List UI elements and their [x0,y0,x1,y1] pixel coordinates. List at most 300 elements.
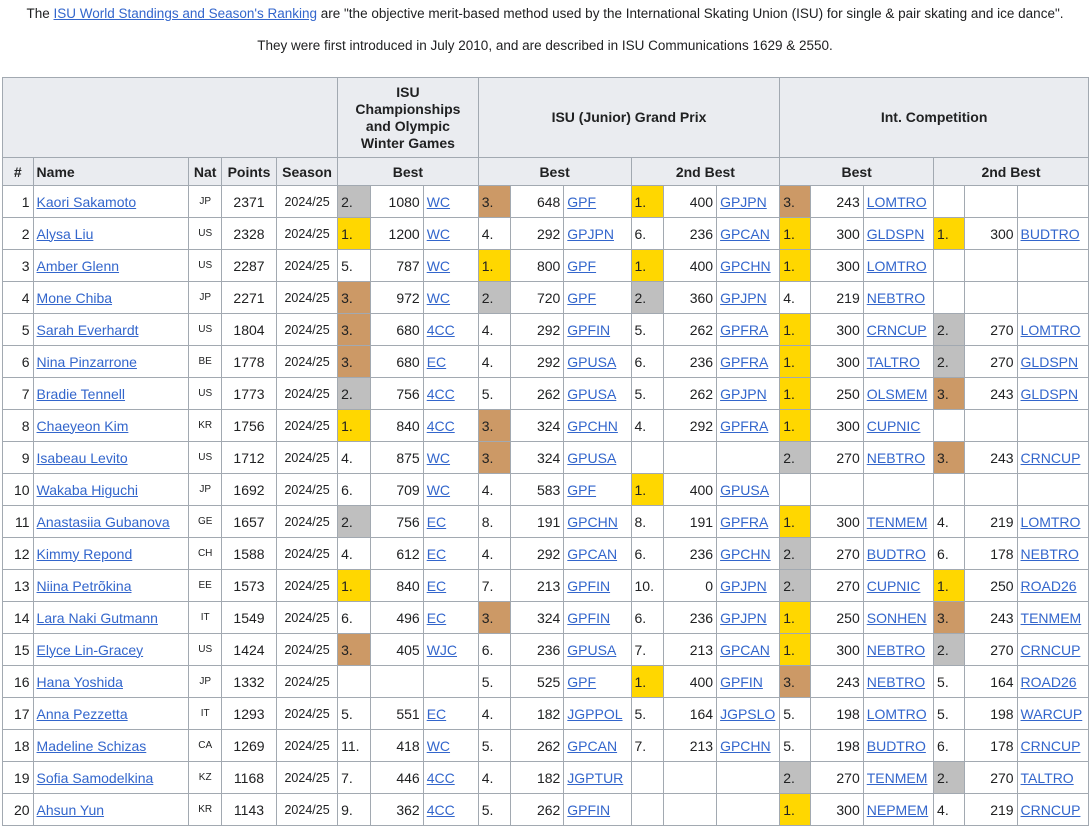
gp-best-event-link[interactable]: GPUSA [567,385,617,402]
season-cell: 2024/25 [276,730,337,762]
nation-code: IT [189,698,222,730]
table-row [3,666,1089,698]
gp-2nd-best-placement: 2. [631,282,664,314]
season-cell: 2024/25 [276,410,337,442]
intl-best-event-link-cell [863,282,933,314]
season-cell: 2024/25 [276,506,337,538]
intl-best-points: 300 [810,634,863,666]
intl-best-placement: 1. [780,634,811,666]
gp-2nd-best-event-link[interactable]: GPFRA [720,353,769,370]
table-row [3,410,1089,442]
championship-points: 1200 [370,218,423,250]
championship-placement: 5. [338,698,371,730]
gp-2nd-best-event-link[interactable]: GPCHN [720,737,771,754]
gp-best-event-link-cell [564,506,631,538]
championship-event-link[interactable]: WC [426,481,451,498]
gp-best-placement: 4. [478,698,511,730]
championship-points: 612 [370,538,423,570]
intl-best-placement: 3. [780,666,811,698]
gp-best-placement: 6. [478,634,511,666]
gp-2nd-best-event-link[interactable]: GPCAN [720,225,770,242]
intl-2nd-best-points-empty [964,250,1017,282]
season-cell: 2024/25 [276,666,337,698]
intl-2nd-best-points: 270 [964,314,1017,346]
nation-code: CH [189,538,222,570]
gp-2nd-best-placement: 1. [631,250,664,282]
gp-best-event-link[interactable]: GPCHN [567,417,618,434]
intl-best-event-link[interactable]: NEBTRO [866,449,926,466]
gp-best-event-link-cell [564,698,631,730]
skater-name-link-cell [33,602,189,634]
gp-2nd-best-points: 400 [664,474,717,506]
skater-name-link-cell [33,378,189,410]
intl-best-event-link[interactable]: SONHEN [866,609,927,626]
gp-best-event-link[interactable]: GPUSA [567,449,617,466]
skater-name-link[interactable]: Madeline Schizas [36,737,147,754]
rank-cell: 15 [3,634,34,666]
championship-event-link-cell [423,538,478,570]
table-row [3,314,1089,346]
intl-2nd-best-event-empty [1017,250,1088,282]
skater-name-link[interactable]: Anna Pezzetta [36,705,128,722]
gp-2nd-best-event-link[interactable]: GPJPN [720,385,767,402]
championship-event-link-cell [423,698,478,730]
championship-event-link[interactable]: EC [426,353,447,370]
intl-2nd-best-placement: 1. [934,218,965,250]
championship-placement: 4. [338,442,371,474]
championship-event-link[interactable]: EC [426,609,447,626]
championship-event-link-cell [423,730,478,762]
gp-2nd-best-points: 292 [664,410,717,442]
skater-name-link[interactable]: Mone Chiba [36,289,113,306]
championship-points-empty [370,666,423,698]
intl-best-event-link-cell [863,730,933,762]
gp-2nd-best-placement: 6. [631,346,664,378]
championship-event-link[interactable]: WC [426,737,451,754]
gp-best-event-link-cell [564,250,631,282]
intl-2nd-best-placement: 5. [934,666,965,698]
intl-best-event-link[interactable]: CUPNIC [866,417,921,434]
championship-event-link-cell [423,442,478,474]
intl-2nd-best-event-link[interactable]: LOMTRO [1020,513,1081,530]
intl-best-placement: 5. [780,698,811,730]
gp-best-points: 292 [511,218,564,250]
intl-best-points: 300 [810,506,863,538]
nation-code: KZ [189,762,222,794]
nation-code: US [189,378,222,410]
intl-2nd-best-event-link[interactable]: NEBTRO [1020,545,1079,562]
gp-2nd-best-points: 213 [664,730,717,762]
intl-2nd-best-event-link[interactable]: GLDSPN [1020,353,1079,370]
intl-2nd-best-event-link[interactable]: TENMEM [1020,609,1082,626]
intl-2nd-best-event-link-cell [1017,698,1088,730]
gp-best-points: 800 [511,250,564,282]
season-cell: 2024/25 [276,442,337,474]
gp-2nd-best-event-link[interactable]: GPCHN [720,545,771,562]
gp-best-event-link[interactable]: GPF [567,289,597,306]
championship-event-link[interactable]: 4CC [426,769,455,786]
season-cell: 2024/25 [276,570,337,602]
championship-event-link[interactable]: WC [426,257,451,274]
intl-2nd-best-event-link[interactable]: CRNCUP [1020,737,1081,754]
skater-name-link-cell [33,570,189,602]
gp-2nd-best-event-link-cell [717,346,780,378]
intl-2nd-best-placement: 2. [934,762,965,794]
championship-event-link[interactable]: 4CC [426,321,455,338]
intl-best-points: 198 [810,730,863,762]
skater-name-link[interactable]: Alysa Liu [36,225,94,242]
intl-2nd-best-event-empty [1017,474,1088,506]
rank-cell: 18 [3,730,34,762]
intl-2nd-best-event-empty [1017,410,1088,442]
gp-best-event-link[interactable]: GPUSA [567,353,617,370]
gp-2nd-best-placement: 5. [631,378,664,410]
championship-event-link[interactable]: EC [426,705,447,722]
intl-2nd-best-event-link[interactable]: CRNCUP [1020,449,1081,466]
intl-2nd-best-points: 219 [964,794,1017,826]
intl-2nd-best-placement-empty [934,250,965,282]
nation-code: GE [189,506,222,538]
gp-2nd-best-event-link[interactable]: GPFIN [720,673,763,690]
intl-2nd-best-points: 270 [964,634,1017,666]
championship-placement: 6. [338,474,371,506]
championship-placement: 3. [338,346,371,378]
season-cell: 2024/25 [276,762,337,794]
skater-name-link-cell [33,634,189,666]
skater-name-link[interactable]: Isabeau Levito [36,449,128,466]
gp-2nd-best-event-link[interactable]: GPFRA [720,417,769,434]
points-cell: 1712 [221,442,276,474]
gp-best-event-link[interactable]: GPF [567,481,597,498]
intl-2nd-best-event-link-cell [1017,634,1088,666]
gp-best-points: 324 [511,442,564,474]
gp-best-event-link[interactable]: GPCAN [567,737,618,754]
intl-2nd-best-placement: 4. [934,794,965,826]
championship-placement: 3. [338,634,371,666]
intl-2nd-best-event-link-cell [1017,730,1088,762]
intl-best-points: 300 [810,794,863,826]
intl-best-event-link[interactable]: BUDTRO [866,545,926,562]
intl-2nd-best-event-link[interactable]: TALTRO [1020,769,1074,786]
intl-best-placement: 1. [780,794,811,826]
gp-2nd-best-points: 360 [664,282,717,314]
intl-best-event-link[interactable]: TALTRO [866,353,920,370]
season-cell: 2024/25 [276,698,337,730]
intl-best-points: 270 [810,570,863,602]
gp-best-event-link[interactable]: GPFIN [567,321,611,338]
skater-name-link[interactable]: Hana Yoshida [36,673,123,690]
intl-best-placement: 1. [780,378,811,410]
gp-2nd-best-placement: 7. [631,730,664,762]
skater-name-link[interactable]: Ahsun Yun [36,801,105,818]
championship-event-link[interactable]: 4CC [426,417,455,434]
isu-world-standings-link[interactable]: ISU World Standings and Season's Ranking [53,6,317,21]
rank-cell: 4 [3,282,34,314]
skater-name-link[interactable]: Niina Petrõkina [36,577,132,594]
intl-best-event-link[interactable]: GLDSPN [866,225,925,242]
gp-best-event-link[interactable]: GPUSA [567,641,617,658]
gp-best-event-link-cell [564,378,631,410]
championship-event-link[interactable]: 4CC [426,385,455,402]
championship-event-link-cell [423,570,478,602]
nation-code: JP [189,186,222,218]
gp-2nd-best-event-link[interactable]: GPJPN [720,577,767,594]
gp-best-placement: 5. [478,730,511,762]
intl-best-event-link[interactable]: BUDTRO [866,737,926,754]
gp-best-event-link-cell [564,218,631,250]
rank-cell: 12 [3,538,34,570]
skater-name-link[interactable]: Lara Naki Gutmann [36,609,158,626]
gp-best-points: 182 [511,762,564,794]
gp-best-event-link[interactable]: GPJPN [567,225,614,242]
intl-2nd-best-points-empty [964,186,1017,218]
col-nat: Nat [189,158,222,186]
skater-name-link[interactable]: Sarah Everhardt [36,321,139,338]
intl-2nd-best-placement-empty [934,186,965,218]
nation-code: JP [189,282,222,314]
championship-event-link[interactable]: 4CC [426,801,455,818]
intl-best-points: 243 [810,666,863,698]
intl-best-event-link-cell [863,442,933,474]
intl-best-event-link-cell [863,506,933,538]
intl-2nd-best-placement: 3. [934,378,965,410]
skater-name-link[interactable]: Amber Glenn [36,257,120,274]
table-row [3,634,1089,666]
skater-name-link[interactable]: Nina Pinzarrone [36,353,137,370]
gp-best-placement: 4. [478,346,511,378]
gp-best-event-link-cell [564,282,631,314]
table-row [3,698,1089,730]
gp-2nd-best-placement: 10. [631,570,664,602]
table-row [3,538,1089,570]
skater-name-link[interactable]: Anastasiia Gubanova [36,513,170,530]
rank-cell: 7 [3,378,34,410]
gp-2nd-best-event-link[interactable]: GPJPN [720,193,767,210]
gp-best-event-link[interactable]: GPFIN [567,577,611,594]
intl-best-event-link[interactable]: LOMTRO [866,705,927,722]
gp-best-event-link[interactable]: GPCAN [567,545,618,562]
gp-2nd-best-event-link[interactable]: GPUSA [720,481,770,498]
intl-best-event-link[interactable]: TENMEM [866,513,928,530]
gp-2nd-best-event-link-cell [717,378,780,410]
championship-event-link[interactable]: WC [426,193,451,210]
intl-2nd-best-placement: 2. [934,634,965,666]
gp-2nd-best-event-link[interactable]: GPCHN [720,257,771,274]
skater-name-link[interactable]: Chaeyeon Kim [36,417,129,434]
skater-name-link[interactable]: Wakaba Higuchi [36,481,138,498]
skater-name-link[interactable]: Sofia Samodelkina [36,769,154,786]
intl-2nd-best-event-link[interactable]: CRNCUP [1020,801,1081,818]
intl-best-placement: 2. [780,570,811,602]
intl-2nd-best-points: 198 [964,698,1017,730]
intl-2nd-best-event-link[interactable]: CRNCUP [1020,641,1081,658]
intl-best-event-link-cell [863,218,933,250]
skater-name-link[interactable]: Kaori Sakamoto [36,193,137,210]
gp-2nd-best-placement: 5. [631,698,664,730]
gp-2nd-best-event-link[interactable]: GPCAN [720,641,770,658]
gp-best-points: 324 [511,602,564,634]
table-row [3,730,1089,762]
championship-placement: 3. [338,314,371,346]
rank-cell: 6 [3,346,34,378]
intl-best-points: 300 [810,314,863,346]
points-cell: 1804 [221,314,276,346]
intl-2nd-best-event-link-cell [1017,570,1088,602]
championship-event-link[interactable]: EC [426,513,447,530]
gp-best-event-link[interactable]: GPFIN [567,609,611,626]
intl-best-event-link[interactable]: NEBTRO [866,641,926,658]
championship-points: 787 [370,250,423,282]
championship-event-link[interactable]: EC [426,577,447,594]
championship-event-link-cell [423,474,478,506]
intl-best-event-link-cell [863,250,933,282]
championship-event-link[interactable]: WC [426,289,451,306]
gp-best-placement: 3. [478,602,511,634]
intl-2nd-best-event-link[interactable]: ROAD26 [1020,577,1077,594]
intl-best-event-link[interactable]: LOMTRO [866,257,927,274]
intl-2nd-best-event-link[interactable]: LOMTRO [1020,321,1081,338]
skater-name-link[interactable]: Kimmy Repond [36,545,133,562]
col-intl-2nd-best: 2nd Best [934,158,1089,186]
col-gp-best: Best [478,158,631,186]
intro-line-1: The ISU World Standings and Season's Ranking are "the objective merit-based method used by the International Skating Union (ISU) for single & pair skating and ice dance". [26,6,1064,21]
gp-best-event-link-cell [564,634,631,666]
rank-cell: 11 [3,506,34,538]
nation-code: US [189,218,222,250]
gp-2nd-best-event-link[interactable]: JGPSLO [720,705,776,722]
intl-best-placement: 1. [780,218,811,250]
skater-name-link-cell [33,250,189,282]
intl-2nd-best-event-link[interactable]: ROAD26 [1020,673,1077,690]
championship-placement: 1. [338,218,371,250]
intl-2nd-best-event-link[interactable]: GLDSPN [1020,385,1079,402]
gp-best-placement: 2. [478,282,511,314]
gp-2nd-best-placement: 7. [631,634,664,666]
header-grand-prix: ISU (Junior) Grand Prix [478,78,780,158]
gp-2nd-best-event-link-cell [717,410,780,442]
intl-2nd-best-points: 300 [964,218,1017,250]
championship-event-link-cell [423,762,478,794]
intl-2nd-best-points: 178 [964,538,1017,570]
gp-best-event-link[interactable]: JGPTUR [567,769,624,786]
gp-best-event-link[interactable]: GPF [567,257,597,274]
rank-cell: 2 [3,218,34,250]
rank-cell: 9 [3,442,34,474]
gp-best-points: 292 [511,314,564,346]
championship-placement: 6. [338,602,371,634]
intl-2nd-best-placement: 5. [934,698,965,730]
skater-name-link[interactable]: Bradie Tennell [36,385,126,402]
championship-event-link[interactable]: WJC [426,641,458,658]
intl-2nd-best-placement: 4. [934,506,965,538]
intl-best-event-link-cell [863,666,933,698]
intl-best-event-link-cell [863,538,933,570]
nation-code: KR [189,410,222,442]
gp-best-event-link[interactable]: GPF [567,673,597,690]
intl-best-event-link[interactable]: CRNCUP [866,321,927,338]
championship-placement: 2. [338,186,371,218]
championship-event-link[interactable]: EC [426,545,447,562]
points-cell: 2271 [221,282,276,314]
season-cell: 2024/25 [276,346,337,378]
championship-points: 680 [370,314,423,346]
gp-2nd-best-event-link[interactable]: GPJPN [720,609,767,626]
rank-cell: 19 [3,762,34,794]
intl-2nd-best-event-link[interactable]: BUDTRO [1020,225,1080,242]
gp-best-points: 182 [511,698,564,730]
championship-points: 840 [370,570,423,602]
intl-best-event-link[interactable]: NEBTRO [866,289,926,306]
gp-best-event-link-cell [564,570,631,602]
skater-name-link-cell [33,506,189,538]
skater-name-link-cell [33,442,189,474]
nation-code: US [189,250,222,282]
skater-name-link[interactable]: Elyce Lin-Gracey [36,641,144,658]
intl-best-placement: 1. [780,602,811,634]
intl-best-event-link[interactable]: NEBTRO [866,673,926,690]
table-row [3,250,1089,282]
championship-event-link-cell [423,250,478,282]
intl-best-points: 300 [810,250,863,282]
gp-best-event-link[interactable]: GPCHN [567,513,618,530]
intl-2nd-best-event-link[interactable]: WARCUP [1020,705,1083,722]
points-cell: 1549 [221,602,276,634]
gp-best-event-link[interactable]: JGPPOL [567,705,623,722]
gp-2nd-best-points: 236 [664,538,717,570]
table-row [3,218,1089,250]
gp-2nd-best-placement: 1. [631,474,664,506]
points-cell: 1293 [221,698,276,730]
intl-best-event-link[interactable]: OLSMEM [866,385,928,402]
intl-2nd-best-points: 243 [964,378,1017,410]
intl-best-event-link[interactable]: TENMEM [866,769,928,786]
points-cell: 2287 [221,250,276,282]
points-cell: 1657 [221,506,276,538]
championship-event-link-cell [423,506,478,538]
gp-2nd-best-event-empty [717,794,780,826]
points-cell: 1573 [221,570,276,602]
gp-2nd-best-event-link-cell [717,218,780,250]
intl-best-event-empty [863,474,933,506]
championship-placement: 1. [338,410,371,442]
gp-2nd-best-event-empty [717,762,780,794]
gp-2nd-best-event-link[interactable]: GPJPN [720,289,767,306]
intl-best-points: 270 [810,442,863,474]
gp-best-event-link[interactable]: GPFIN [567,801,611,818]
intl-2nd-best-placement-empty [934,282,965,314]
championship-points: 709 [370,474,423,506]
gp-2nd-best-event-link-cell [717,282,780,314]
championship-placement: 2. [338,506,371,538]
intl-best-event-link[interactable]: LOMTRO [866,193,927,210]
gp-2nd-best-event-link-cell [717,570,780,602]
points-cell: 1756 [221,410,276,442]
gp-best-event-link[interactable]: GPF [567,193,597,210]
championship-event-link[interactable]: WC [426,225,451,242]
intl-2nd-best-event-link-cell [1017,762,1088,794]
intl-best-event-link[interactable]: CUPNIC [866,577,921,594]
championship-event-link[interactable]: WC [426,449,451,466]
intl-best-event-link[interactable]: NEPMEM [866,801,929,818]
championship-points: 875 [370,442,423,474]
gp-best-event-link-cell [564,442,631,474]
intl-best-points: 270 [810,538,863,570]
season-cell: 2024/25 [276,282,337,314]
gp-2nd-best-event-link[interactable]: GPFRA [720,513,769,530]
gp-2nd-best-event-link[interactable]: GPFRA [720,321,769,338]
nation-code: US [189,314,222,346]
gp-best-points: 720 [511,282,564,314]
